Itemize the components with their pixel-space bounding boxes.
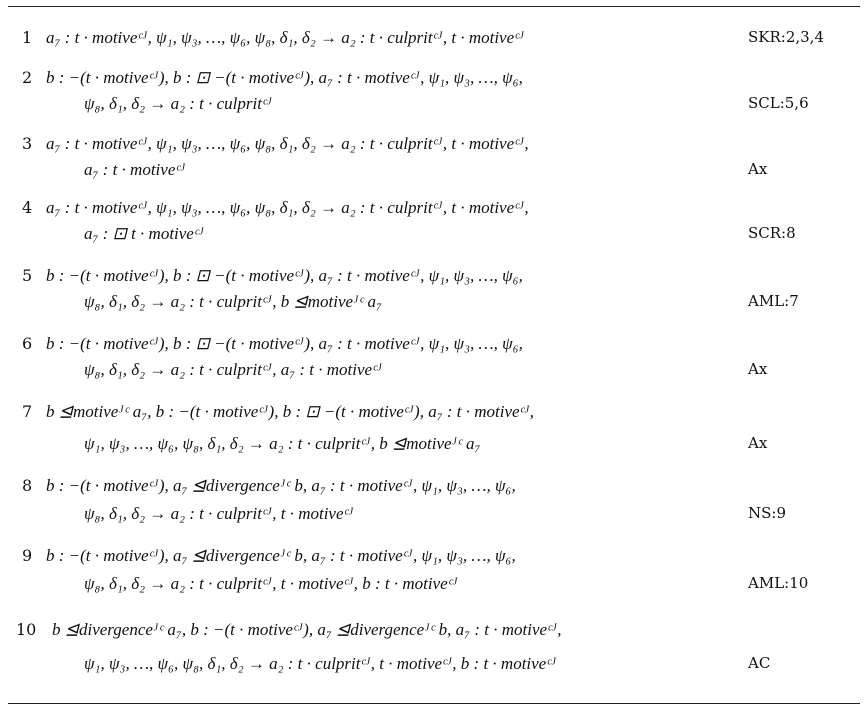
rule-label: AML:7 <box>748 292 799 310</box>
row-number: 7 <box>22 402 33 421</box>
rule-label: SCR:8 <box>748 224 796 242</box>
rule-label: NS:9 <box>748 504 786 522</box>
row-number: 4 <box>22 198 33 217</box>
sequent-line-continued: ψ₈, δ₁, δ₂ → a₂ : t · culpritᶜᴶ, t · motiveᶜᴶ <box>84 504 354 523</box>
row-number: 10 <box>16 620 37 639</box>
sequent-line: a₇ : t · motiveᶜᴶ, ψ₁, ψ₃, …, ψ₆, ψ₈, δ₁, δ₂ → a₂ : t · culpritᶜᴶ, t · motiveᶜᴶ, <box>46 134 529 153</box>
table-bottom-rule <box>8 703 860 704</box>
sequent-line: b : −(t · motiveᶜᴶ), a₇ ⊴divergenceᴶᶜ b, a₇ : t · motiveᶜᴶ, ψ₁, ψ₃, …, ψ₆, <box>46 476 516 495</box>
sequent-line-continued: a₇ : t · motiveᶜᴶ <box>84 160 186 179</box>
row-number: 2 <box>22 68 33 87</box>
row-number: 3 <box>22 134 33 153</box>
sequent-line: a₇ : t · motiveᶜᴶ, ψ₁, ψ₃, …, ψ₆, ψ₈, δ₁, δ₂ → a₂ : t · culpritᶜᴶ, t · motiveᶜᴶ <box>46 28 525 47</box>
sequent-line-continued: ψ₈, δ₁, δ₂ → a₂ : t · culpritᶜᴶ, t · motiveᶜᴶ, b : t · motiveᶜᴶ <box>84 574 458 593</box>
table-top-rule <box>8 6 860 7</box>
rule-label: AC <box>748 654 771 672</box>
sequent-line-continued: ψ₈, δ₁, δ₂ → a₂ : t · culpritᶜᴶ <box>84 94 273 113</box>
row-number: 5 <box>22 266 33 285</box>
rule-label: SKR:2,3,4 <box>748 28 824 46</box>
sequent-line-continued: ψ₁, ψ₃, …, ψ₆, ψ₈, δ₁, δ₂ → a₂ : t · culpritᶜᴶ, t · motiveᶜᴶ, b : t · motiveᶜᴶ <box>84 654 557 673</box>
rule-label: Ax <box>748 360 768 378</box>
row-number: 9 <box>22 546 33 565</box>
row-number: 6 <box>22 334 33 353</box>
sequent-line-continued: ψ₁, ψ₃, …, ψ₆, ψ₈, δ₁, δ₂ → a₂ : t · culpritᶜᴶ, b ⊴motiveᴶᶜ a₇ <box>84 434 481 453</box>
sequent-line: b ⊴divergenceᴶᶜ a₇, b : −(t · motiveᶜᴶ), a₇ ⊴divergenceᴶᶜ b, a₇ : t · motiveᶜᴶ, <box>52 620 562 639</box>
rule-label: SCL:5,6 <box>748 94 809 112</box>
rule-label: AML:10 <box>748 574 809 592</box>
sequent-line-continued: a₇ : ⊡ t · motiveᶜᴶ <box>84 224 205 243</box>
row-number: 1 <box>22 28 33 47</box>
sequent-line: b : −(t · motiveᶜᴶ), a₇ ⊴divergenceᴶᶜ b, a₇ : t · motiveᶜᴶ, ψ₁, ψ₃, …, ψ₆, <box>46 546 516 565</box>
sequent-line-continued: ψ₈, δ₁, δ₂ → a₂ : t · culpritᶜᴶ, a₇ : t · motiveᶜᴶ <box>84 360 383 379</box>
rule-label: Ax <box>748 434 768 452</box>
sequent-line-continued: ψ₈, δ₁, δ₂ → a₂ : t · culpritᶜᴶ, b ⊴motiveᴶᶜ a₇ <box>84 292 382 311</box>
sequent-line: b : −(t · motiveᶜᴶ), b : ⊡ −(t · motiveᶜᴶ), a₇ : t · motiveᶜᴶ, ψ₁, ψ₃, …, ψ₆, <box>46 68 523 87</box>
sequent-line: a₇ : t · motiveᶜᴶ, ψ₁, ψ₃, …, ψ₆, ψ₈, δ₁, δ₂ → a₂ : t · culpritᶜᴶ, t · motiveᶜᴶ, <box>46 198 529 217</box>
sequent-line: b : −(t · motiveᶜᴶ), b : ⊡ −(t · motiveᶜᴶ), a₇ : t · motiveᶜᴶ, ψ₁, ψ₃, …, ψ₆, <box>46 334 523 353</box>
sequent-line: b : −(t · motiveᶜᴶ), b : ⊡ −(t · motiveᶜᴶ), a₇ : t · motiveᶜᴶ, ψ₁, ψ₃, …, ψ₆, <box>46 266 523 285</box>
row-number: 8 <box>22 476 33 495</box>
sequent-line: b ⊴motiveᴶᶜ a₇, b : −(t · motiveᶜᴶ), b : ⊡ −(t · motiveᶜᴶ), a₇ : t · motiveᶜᴶ, <box>46 402 535 421</box>
rule-label: Ax <box>748 160 768 178</box>
